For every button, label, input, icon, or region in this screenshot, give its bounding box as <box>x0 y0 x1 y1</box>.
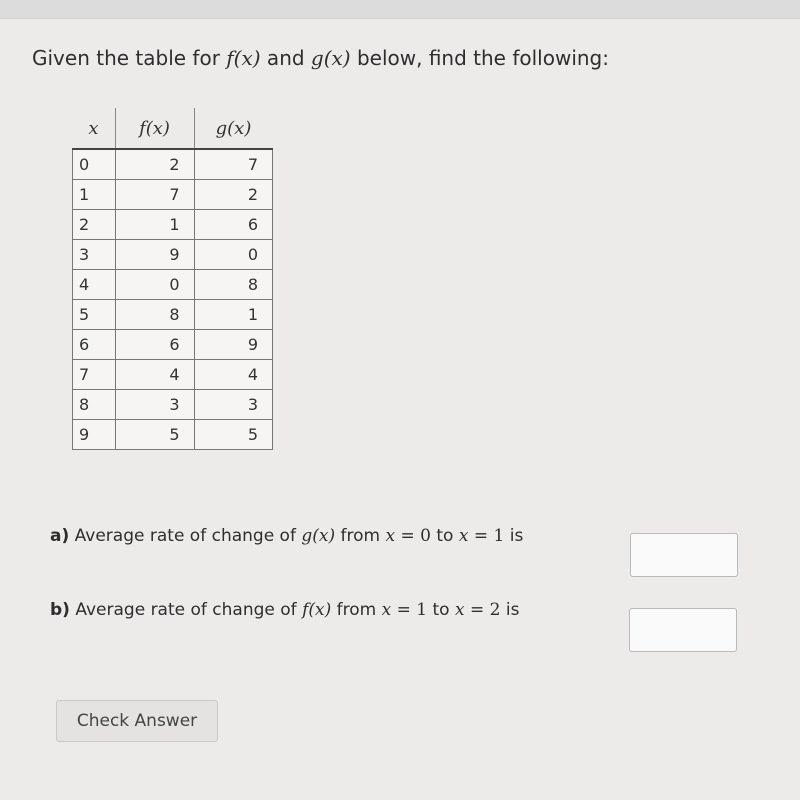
column-header-f: f(x) <box>115 108 194 149</box>
question-b-text: Average rate of change of <box>69 600 303 620</box>
cell-x: 0 <box>73 149 116 180</box>
cell-g: 0 <box>194 240 273 270</box>
question-b-var2: x <box>454 600 465 620</box>
cell-x: 3 <box>73 240 116 270</box>
table-header-row <box>73 108 273 149</box>
table-row <box>73 420 273 450</box>
question-b-func: f(x) <box>302 600 332 620</box>
table-row <box>73 300 273 330</box>
question-b-eq1: = <box>391 600 417 620</box>
cell-x: 4 <box>73 270 116 300</box>
cell-g: 3 <box>194 390 273 420</box>
question-b <box>50 600 519 620</box>
column-header-g: g(x) <box>194 108 273 149</box>
cell-g: 8 <box>194 270 273 300</box>
table-row <box>73 390 273 420</box>
question-b-label: b) <box>50 600 70 620</box>
cell-g: 4 <box>194 360 273 390</box>
cell-f: 5 <box>115 420 194 450</box>
question-a-text: Average rate of change of <box>69 526 302 546</box>
question-a-from: from <box>335 526 386 546</box>
prompt-tail: below, find the following: <box>350 46 609 70</box>
cell-g: 7 <box>194 149 273 180</box>
cell-g: 1 <box>194 300 273 330</box>
cell-f: 8 <box>115 300 194 330</box>
question-b-var1: x <box>381 600 392 620</box>
question-a-func: g(x) <box>301 526 336 546</box>
function-table <box>72 108 273 450</box>
answer-b-input[interactable] <box>629 608 737 652</box>
table-body <box>73 149 273 450</box>
prompt-f: f(x) <box>226 46 261 70</box>
cell-f: 7 <box>115 180 194 210</box>
table-row <box>73 210 273 240</box>
question-b-eq2: = <box>464 600 490 620</box>
question-a-eq2: = <box>468 526 494 546</box>
question-b-to: to <box>427 600 455 620</box>
prompt-g: g(x) <box>310 46 351 70</box>
cell-g: 9 <box>194 330 273 360</box>
question-a <box>50 526 523 546</box>
cell-f: 4 <box>115 360 194 390</box>
question-b-from: from <box>331 600 382 620</box>
cell-x: 1 <box>73 180 116 210</box>
cell-x: 8 <box>73 390 116 420</box>
question-a-label: a) <box>50 526 70 546</box>
prompt-and: and <box>260 46 311 70</box>
cell-f: 3 <box>115 390 194 420</box>
question-b-val1: 1 <box>416 600 428 620</box>
table-row <box>73 360 273 390</box>
cell-f: 9 <box>115 240 194 270</box>
question-a-eq1: = <box>395 526 421 546</box>
cell-f: 2 <box>115 149 194 180</box>
top-bar <box>0 0 800 19</box>
table-row <box>73 270 273 300</box>
check-answer-button[interactable]: Check Answer <box>56 700 218 742</box>
column-header-x: x <box>73 108 116 149</box>
question-prompt <box>32 46 609 70</box>
cell-f: 0 <box>115 270 194 300</box>
question-a-to: to <box>430 526 459 546</box>
answer-a-input[interactable] <box>630 533 738 577</box>
question-a-is: is <box>504 526 524 546</box>
cell-x: 2 <box>73 210 116 240</box>
cell-x: 7 <box>73 360 116 390</box>
cell-f: 6 <box>115 330 194 360</box>
cell-f: 1 <box>115 210 194 240</box>
table-row <box>73 180 273 210</box>
question-b-val2: 2 <box>489 600 501 620</box>
cell-x: 5 <box>73 300 116 330</box>
prompt-text: Given the table for <box>32 46 227 70</box>
cell-g: 5 <box>194 420 273 450</box>
cell-x: 6 <box>73 330 116 360</box>
question-b-is: is <box>500 600 520 620</box>
cell-g: 6 <box>194 210 273 240</box>
table-row <box>73 330 273 360</box>
question-a-var1: x <box>385 526 396 546</box>
table-row <box>73 240 273 270</box>
table-row <box>73 149 273 180</box>
question-a-var2: x <box>458 526 469 546</box>
question-a-val1: 0 <box>420 526 431 546</box>
question-a-val2: 1 <box>493 526 505 546</box>
cell-x: 9 <box>73 420 116 450</box>
cell-g: 2 <box>194 180 273 210</box>
